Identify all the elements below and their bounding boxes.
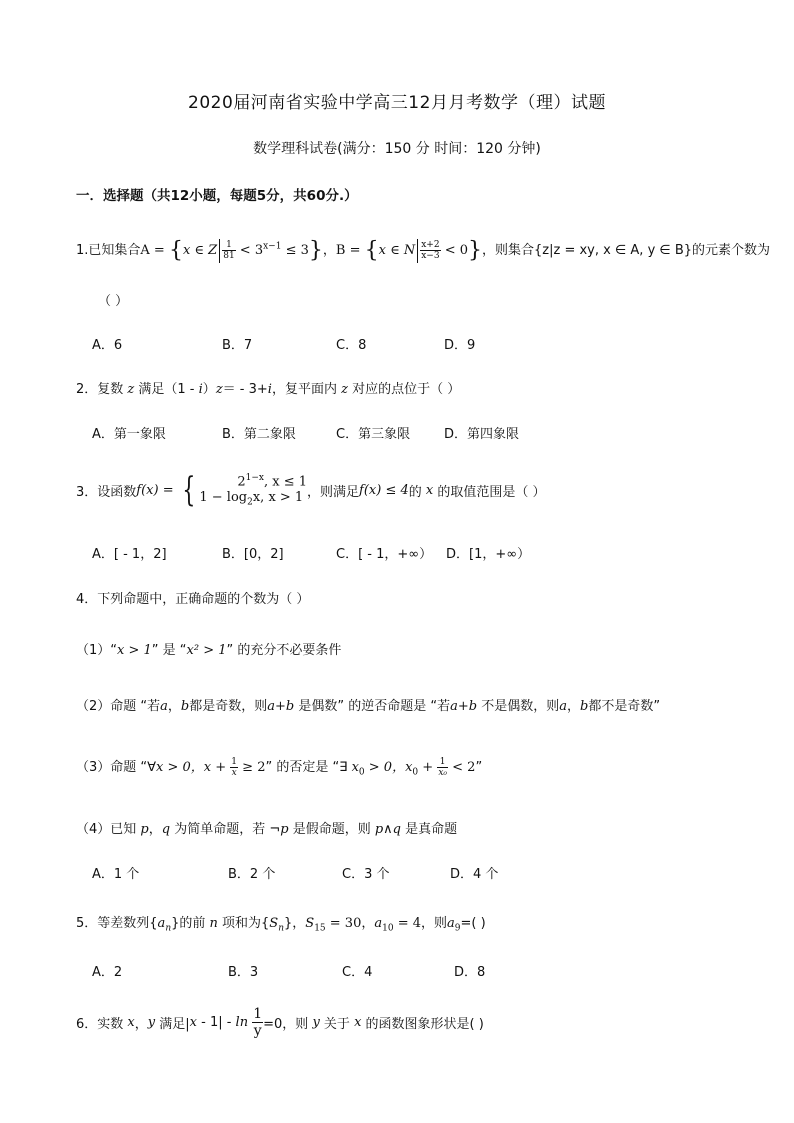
q3-option-a[interactable]: A．[ - 1，2] xyxy=(92,547,167,562)
q3-option-c[interactable]: C．[ - 1，+∞） xyxy=(336,547,433,562)
q4-option-c[interactable]: C．3 个 xyxy=(342,867,390,882)
q2-option-a[interactable]: A．第一象限 xyxy=(92,427,166,442)
q1-lead: 1.已知集合 xyxy=(76,243,141,258)
page-title: 2020届河南省实验中学高三12月月考数学（理）试题 xyxy=(188,93,606,113)
q1-option-b[interactable]: B．7 xyxy=(222,338,253,353)
q2-option-b[interactable]: B．第二象限 xyxy=(222,427,296,442)
question-2: 2．复数 z 满足（1 - i）z＝ - 3+i，复平面内 z 对应的点位于（ ） xyxy=(76,382,461,397)
q4-prop-3: （3）命题 “∀x > 0，x + $\frac{1}{x}$ ≥ 2” 的否定是 “∃ $x_0 > 0$，$x_0$ + $\frac{1}{\text{x₀}}$ < 2” xyxy=(76,757,483,778)
question-6: 6．实数 x，y 满足|x - 1| - ln $\frac{1}{y}$ =0，则 y 关于 x 的函数图象形状是( ) xyxy=(76,1006,484,1039)
q4-option-b[interactable]: B．2 个 xyxy=(228,867,276,882)
question-1: 1.已知集合A = {x ∈ Z $\frac{1}{81}$ < $3^{x-1} \le 3$}，B = {x ∈ N $\frac{x+2}{x-3}$ < 0}，则集合{z|z = xy, x ∈ A, y ∈ B}的元素个数为 xyxy=(76,238,771,263)
q1-option-c[interactable]: C．8 xyxy=(336,338,367,353)
q5-option-b[interactable]: B．3 xyxy=(228,965,259,980)
q1-option-d[interactable]: D．9 xyxy=(444,338,476,353)
q1-A-var: x ∈ Z xyxy=(182,243,218,258)
q1-B-frac: $\frac{x+2}{x-3}$ xyxy=(421,240,440,261)
q4-option-a[interactable]: A．1 个 xyxy=(92,867,140,882)
q4-p3-frac: $\frac{1}{x}$ xyxy=(231,757,238,778)
q1-paren: （ ） xyxy=(98,294,129,309)
q6-frac: $\frac{1}{y}$ xyxy=(253,1006,263,1039)
q4-option-d[interactable]: D．4 个 xyxy=(450,867,499,882)
q1-A-eq: A = xyxy=(140,243,169,258)
q4-p3-frac-2: $\frac{1}{\text{x₀}}$ xyxy=(438,757,447,778)
q3-piecewise: $2^{1-x}$, x ≤ 1 $1 - \log_2x$, x > 1 xyxy=(199,473,308,508)
q5-option-c[interactable]: C．4 xyxy=(342,965,373,980)
q2-option-c[interactable]: C．第三象限 xyxy=(336,427,411,442)
q2-option-d[interactable]: D．第四象限 xyxy=(444,427,520,442)
q4-prop-2: （2）命题 “若a，b都是奇数，则a+b 是偶数” 的逆否命题是 “若a+b 不是偶数，则a，b都不是奇数” xyxy=(76,699,661,714)
section-heading: 一．选择题（共12小题，每题5分，共60分.） xyxy=(76,188,358,204)
q1-B-eq: B = xyxy=(335,243,365,258)
q4-prop-1: （1）“x > 1” 是 “x² > 1” 的充分不必要条件 xyxy=(76,643,342,658)
q5-option-d[interactable]: D．8 xyxy=(454,965,486,980)
question-3: 3．设函数f(x) = { $2^{1-x}$, x ≤ 1 $1 - \log_2x$, x > 1 ，则满足f(x) ≤ 4的 x 的取值范围是（ ） xyxy=(76,470,546,511)
subtitle: 数学理科试卷(满分：150 分 时间：120 分钟) xyxy=(253,141,541,157)
q5-option-a[interactable]: A．2 xyxy=(92,965,123,980)
q3-option-b[interactable]: B．[0，2] xyxy=(222,547,284,562)
q3-option-d[interactable]: D．[1，+∞） xyxy=(446,547,531,562)
q4-prop-4: （4）已知 p，q 为简单命题，若 ¬p 是假命题，则 p∧q 是真命题 xyxy=(76,822,458,837)
q1-option-a[interactable]: A．6 xyxy=(92,338,123,353)
q1-A-frac: $\frac{1}{81}$ xyxy=(223,240,235,261)
question-4: 4．下列命题中，正确命题的个数为（ ） xyxy=(76,592,310,607)
question-5: 5．等差数列$\{a_n\}$的前 n 项和为$\{S_n\}$，$S_{15} = 30$，$a_{10} = 4$，则$a_9=$( ) xyxy=(76,916,486,934)
